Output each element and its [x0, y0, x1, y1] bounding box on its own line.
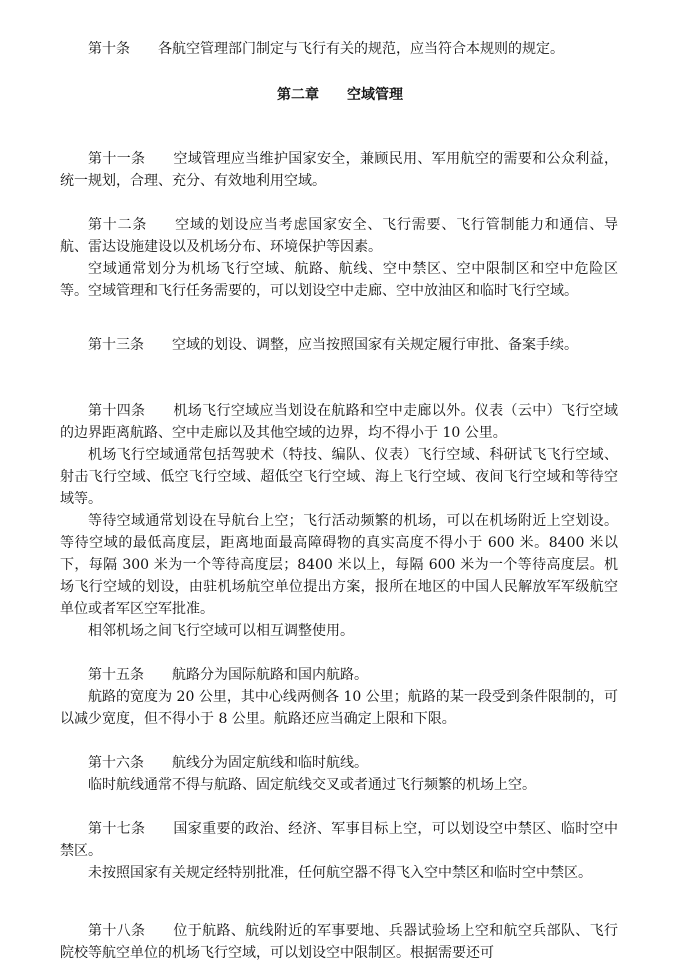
paragraph-15-continued: [60, 686, 618, 730]
paragraph-text: 空域的划设应当考虑国家安全、飞行需要、飞行管制能力和通信、导航、雷达设施建设以及机场分布、环境保护等因素。: [60, 217, 619, 255]
chapter-title: 空域管理: [347, 87, 403, 103]
article-number: 第十一条: [88, 151, 146, 167]
paragraph-article-15: [60, 664, 618, 686]
article-number: 第十七条: [88, 821, 146, 837]
paragraph-text: 相邻机场之间飞行空域可以相互调整使用。: [88, 623, 354, 639]
paragraph-article-18: [60, 920, 618, 964]
paragraph-text: 航线分为固定航线和临时航线。: [172, 755, 368, 771]
paragraph-text: 国家重要的政治、经济、军事目标上空，可以划设空中禁区、临时空中禁区。: [60, 821, 619, 859]
paragraph-16-continued: [60, 774, 618, 796]
paragraph-article-11: [60, 148, 618, 192]
article-number: 第十三条: [88, 337, 144, 353]
article-number: 第十条: [88, 41, 130, 57]
article-number: 第十五条: [88, 667, 144, 683]
paragraph-14-continued-2: [60, 510, 618, 620]
paragraph-14-continued-1: [60, 444, 618, 510]
article-number: 第十八条: [88, 923, 146, 939]
chapter-heading: [0, 84, 680, 106]
paragraph-text: 航路的宽度为 20 公里，其中心线两侧各 10 公里；航路的某一段受到条件限制的，可以减少宽度，但不得小于 8 公里。航路还应当确定上限和下限。: [60, 689, 618, 727]
paragraph-text: 各航空管理部门制定与飞行有关的规范，应当符合本规则的规定。: [158, 41, 564, 57]
paragraph-text: 航路分为国际航路和国内航路。: [172, 667, 368, 683]
paragraph-12-continued: [60, 258, 618, 302]
paragraph-text: 空域通常划分为机场飞行空域、航路、航线、空中禁区、空中限制区和空中危险区等。空域管理和飞行任务需要的，可以划设空中走廊、空中放油区和临时飞行空域。: [60, 261, 618, 299]
paragraph-article-14: [60, 400, 618, 444]
chapter-number: 第二章: [277, 87, 319, 103]
paragraph-text: 位于航路、航线附近的军事要地、兵器试验场上空和航空兵部队、飞行院校等航空单位的机场飞行空域，可以划设空中限制区。根据需要还可: [60, 923, 619, 961]
paragraph-article-17: [60, 818, 618, 862]
paragraph-text: 临时航线通常不得与航路、固定航线交叉或者通过飞行频繁的机场上空。: [88, 777, 536, 793]
paragraph-text: 未按照国家有关规定经特别批准，任何航空器不得飞入空中禁区和临时空中禁区。: [88, 865, 592, 881]
paragraph-article-13: [60, 334, 618, 356]
paragraph-14-continued-3: [60, 620, 618, 642]
paragraph-article-10: [60, 38, 618, 60]
paragraph-text: 机场飞行空域通常包括驾驶术（特技、编队、仪表）飞行空域、科研试飞飞行空域、射击飞行空域、低空飞行空域、超低空飞行空域、海上飞行空域、夜间飞行空域和等待空域等。: [60, 447, 618, 507]
paragraph-text: 机场飞行空域应当划设在航路和空中走廊以外。仪表（云中）飞行空域的边界距离航路、空中走廊以及其他空域的边界，均不得小于 10 公里。: [60, 403, 619, 441]
paragraph-article-12: [60, 214, 618, 258]
article-number: 第十二条: [88, 217, 148, 233]
article-number: 第十四条: [88, 403, 146, 419]
article-number: 第十六条: [88, 755, 144, 771]
paragraph-article-16: [60, 752, 618, 774]
paragraph-text: 空域的划设、调整，应当按照国家有关规定履行审批、备案手续。: [172, 337, 578, 353]
paragraph-text: 等待空域通常划设在导航台上空；飞行活动频繁的机场，可以在机场附近上空划设。等待空域的最低高度层，距离地面最高障碍物的真实高度不得小于 600 米。8400 米以下，每隔 300 米为一个等待高度层；8400 米以上，每隔 600 米为一个等待高度层。机场飞行空域的划设，由驻机场航空单位提出方案，报所在地区的中国人民解放军军级航空单位或者军区空军批准。: [60, 513, 618, 617]
paragraph-text: 空域管理应当维护国家安全，兼顾民用、军用航空的需要和公众利益，统一规划，合理、充分、有效地利用空域。: [60, 151, 619, 189]
paragraph-17-continued: [60, 862, 618, 884]
